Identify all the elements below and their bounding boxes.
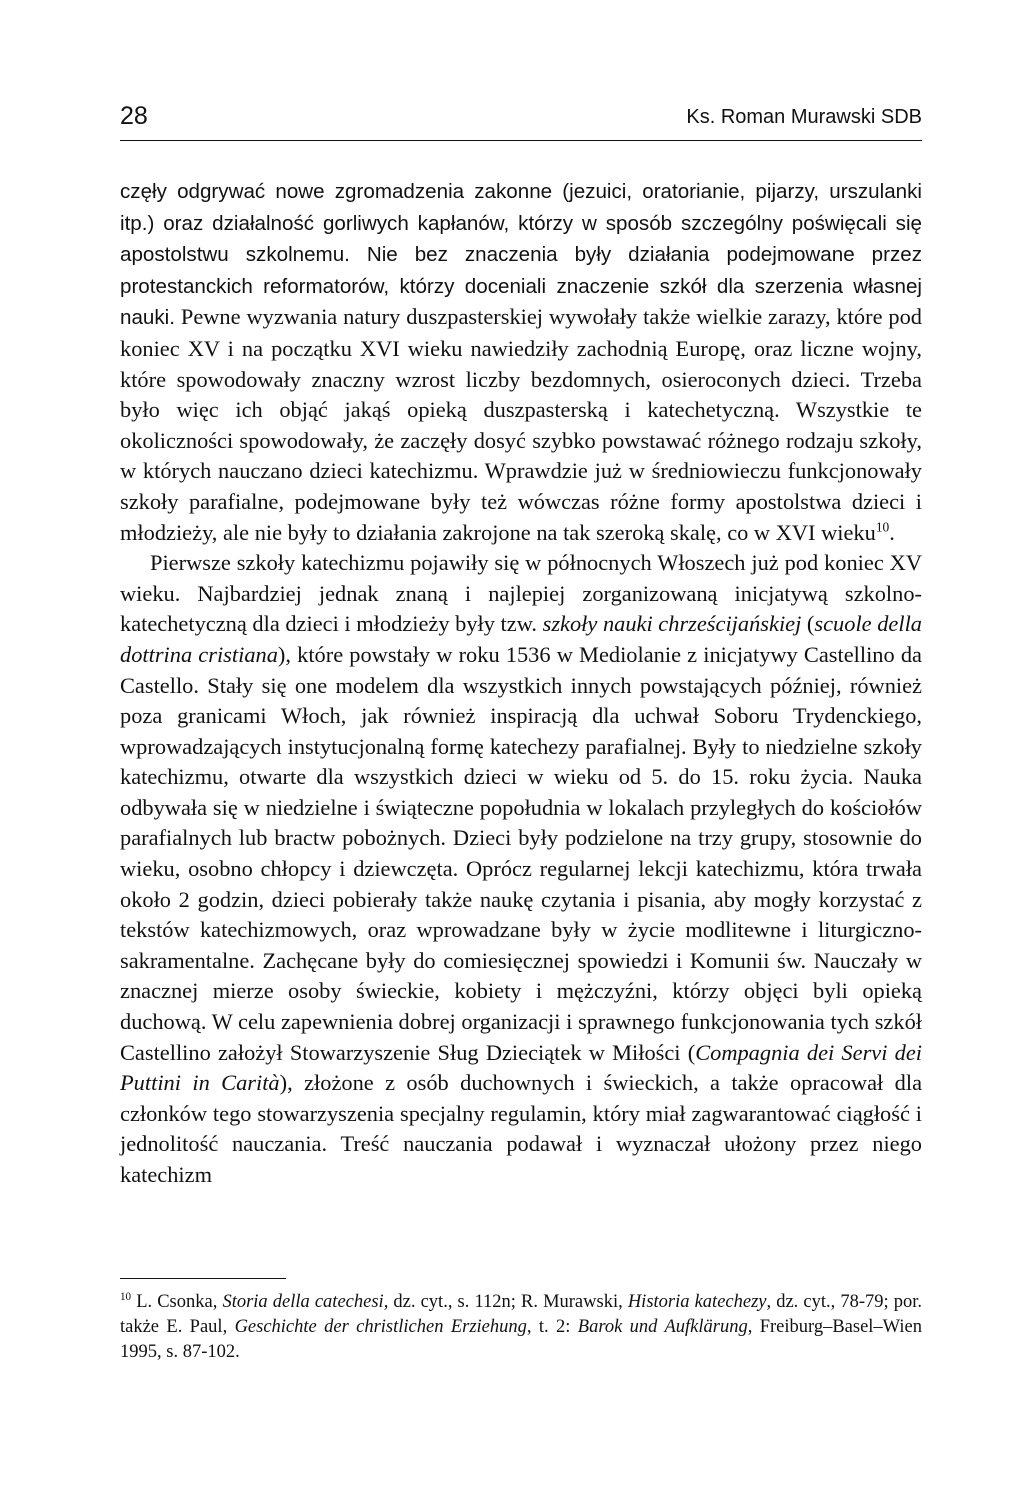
footnote-text-3: , dz. cyt., 78-79; por. także E. Paul, [120,1292,922,1337]
footnote-reference: 10 [875,519,890,535]
footnote-italic-2: Historia katechezy [627,1292,767,1312]
footnote [120,1290,922,1365]
paragraph-2-text-3: ), które powstały w roku 1536 w Mediolanie z inicjatywy Castellino da Castello. Stały się one modelem dla wszystkich innych powstających później, również poza granicami Włoch, jak również inspiracją dla uchwał Soboru Trydenckiego, wprowadzających instytucjonalną formę katechezy parafialnej. Były to niedzielne szkoły katechizmu, otwarte dla wszystkich dzieci w wieku od 5. do 15. roku życia. Nauka odbywała się w niedzielne i świąteczne popołudnia w lokalach przyległych do kościołów parafialnych lub bractw pobożnych. Dzieci były podzielone na trzy grupy, stosownie do wieku, osobno chłopcy i dziewczęta. Oprócz regularnej lekcji katechizmu, która trwała około 2 godzin, dzieci pobierały także naukę czytania i pisania, aby mogły korzystać z tekstów katechizmowych, oraz wprowadzane były w życie modlitewne i liturgiczno-sakramentalne. Zachęcane były do comiesięcznej spowiedzi i Komunii św. Nauczały w znacznej mierze osoby świeckie, kobiety i mężczyźni, którzy objęci byli opieką duchową. W celu zapewnienia dobrej organizacji i sprawnego funkcjonowania tych szkół Castellino założył Stowarzyszenie Sług Dzieciątek w Miłości ( [120,641,922,1065]
footnote-italic-1: Storia della catechesi [222,1292,384,1312]
footnote-text-2: , dz. cyt., s. 112n; R. Murawski, [383,1292,628,1312]
footnote-divider [120,1278,286,1279]
paragraph-2-italic-1: szkoły nauki chrześcijańskiej [542,611,802,637]
running-head: Ks. Roman Murawski SDB [686,106,922,128]
footnote-text-5: , Freiburg–Basel–Wien 1995, s. 87-102. [120,1317,922,1362]
paragraph-1-sans-text: częły odgrywać nowe zgromadzenia zakonne (jezuici, oratorianie, pijarzy, urszulanki itp.) oraz działalność gorliwych kapłanów, którzy w sposób szczególny poświęcali się apostolstwu szkolnemu. Nie bez znaczenia były działania podejmowane przez protestanckich reformatorów, którzy doceniali znaczenie szkół dla szerzenia własnej nauki. [120,180,922,330]
paragraph-1-end: . [889,519,895,545]
footnote-number: 10 [120,1290,132,1303]
paragraph-2-italic-3: Compagnia dei Servi dei Puttini in Carità [120,1039,922,1096]
page-header [120,100,922,141]
paragraph-2-text-4: ), złożone z osób duchownych i świeckich, a także opracował dla członków tego stowarzyszenia specjalny regulamin, który miał zagwarantować ciągłość i jednolitość nauczania. Treść nauczania podawał i wyznaczał ułożony przez niego katechizm [120,1070,923,1187]
paragraph-1 [120,176,922,548]
footnote-text-4: , t. 2: [526,1317,578,1337]
body-text [120,176,922,1191]
paragraph-2-text-2: ( [801,611,815,637]
page-number: 28 [120,102,148,130]
paragraph-2-text-1: Pierwsze szkoły katechizmu pojawiły się w północnych Włoszech już pod koniec XV wieku. Najbardziej jednak znaną i najlepiej zorganizowaną inicjatywą szkolno-katechetyczną dla dzieci i młodzieży były tzw. [120,550,922,637]
paragraph-2 [120,548,922,1190]
paragraph-2-italic-2: scuole della dottrina cristiana [120,611,922,667]
footnote-text-1: L. Csonka, [131,1292,223,1312]
footnote-italic-4: Barok und Aufklärung [577,1317,748,1337]
footnote-italic-3: Geschichte der christlichen Erziehung [234,1317,527,1337]
paragraph-1-text: Pewne wyzwania natury duszpasterskiej wywołały także wielkie zarazy, które pod koniec XV i na początku XVI wieku nawiedziły zachodnią Europę, oraz liczne wojny, które spowodowały znaczny wzrost liczby bezdomnych, osieroconych dzieci. Trzeba było więc ich objąć jakąś opieką duszpasterską i katechetyczną. Wszystkie te okoliczności spowodowały, że zaczęły dosyć szybko powstawać różnego rodzaju szkoły, w których nauczano dzieci katechizmu. Wprawdzie już w średniowieczu funkcjonowały szkoły parafialne, podejmowane były też wówczas różne formy apostolstwa dzieci i młodzieży, ale nie były to działania zakrojone na tak szeroką skalę, co w XVI wieku [120,304,922,545]
